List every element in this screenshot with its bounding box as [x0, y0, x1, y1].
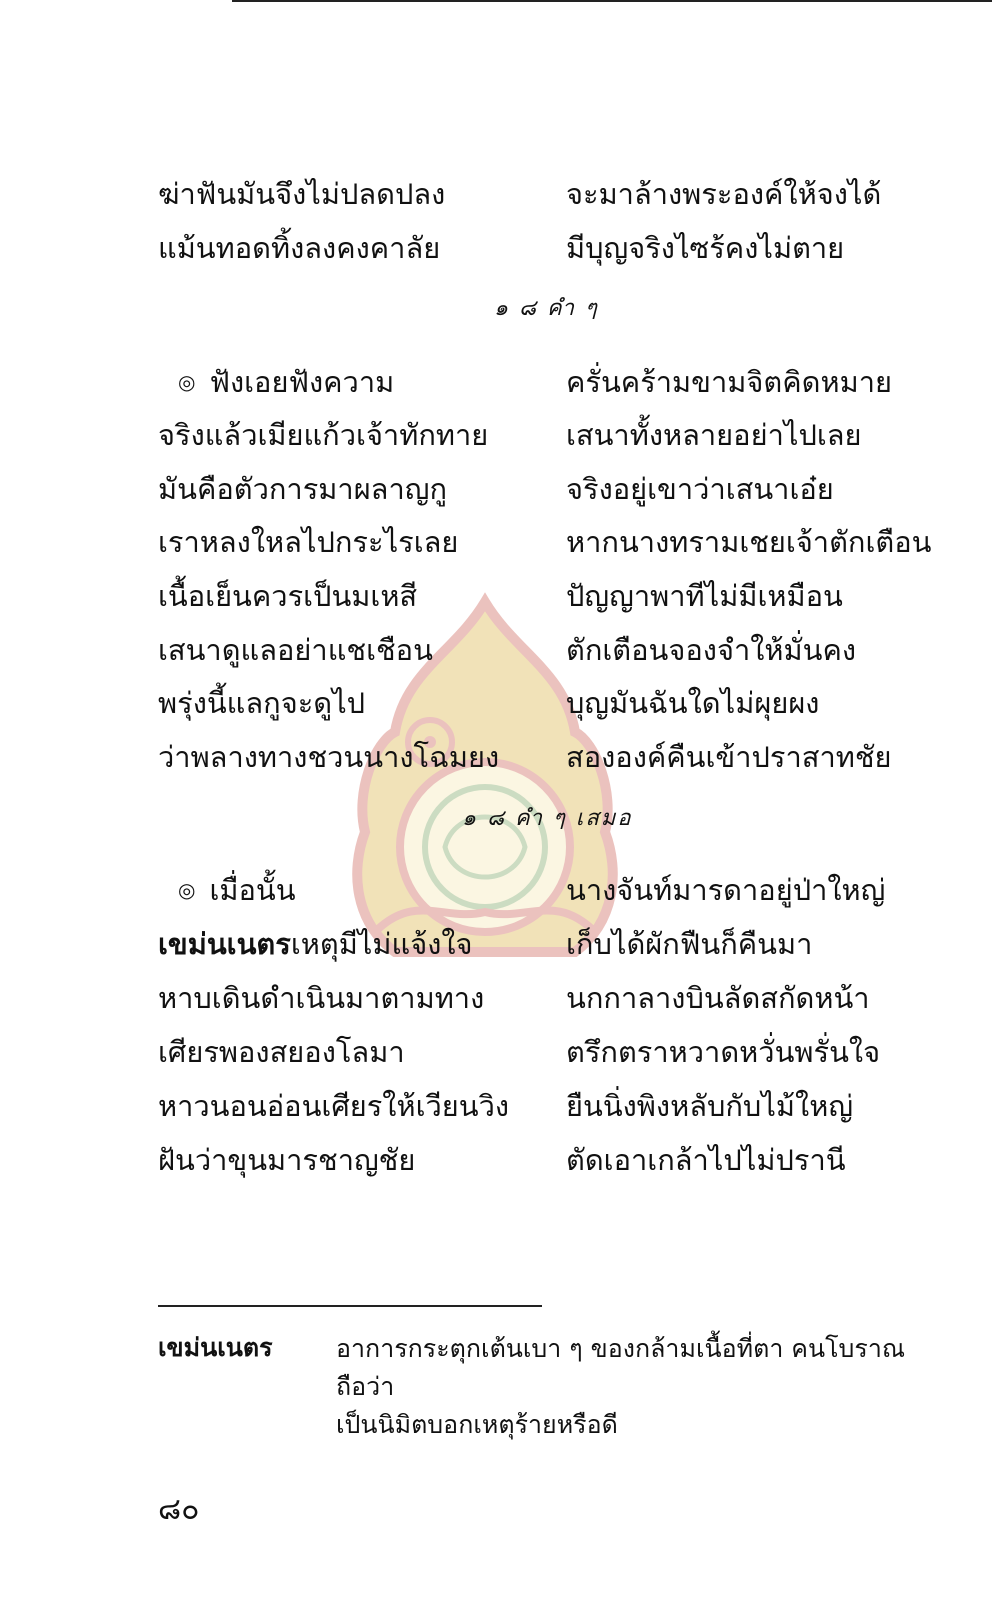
verse-line: ตักเตือนจองจำให้มั่นคง	[566, 633, 856, 667]
verse-text: ฟังเอยฟังความ	[209, 365, 395, 399]
verse-line: จริงแล้วเมียแก้วเจ้าทักทาย	[158, 418, 489, 452]
verse-line: หาวนอนอ่อนเศียรให้เวียนวิง	[158, 1089, 510, 1123]
verse-line: แม้นทอดทิ้งลงคงคาลัย	[158, 231, 441, 265]
verse-line: บุญมันฉันใดไม่ผุยผง	[566, 686, 820, 720]
verse-line: นางจันท์มารดาอยู่ป่าใหญ่	[566, 873, 886, 907]
verse-line: เศียรพองสยองโลมา	[158, 1035, 405, 1069]
verse-line: พรุ่งนี้แลกูจะดูไป	[158, 686, 366, 720]
verse-line: จริงอยู่เขาว่าเสนาเอ๋ย	[566, 472, 834, 506]
top-rule	[232, 0, 992, 2]
verse-line: ตรึกตราหวาดหวั่นพรั่นใจ	[566, 1035, 881, 1069]
verse-line: เสนาทั้งหลายอย่าไปเลย	[566, 418, 862, 452]
verse-line: ตัดเอาเกล้าไปไม่ปรานี	[566, 1143, 846, 1177]
verse-line: หากนางทรามเชยเจ้าตักเตือน	[566, 525, 932, 559]
page-number: ๘๐	[158, 1492, 200, 1527]
verse-line: เนื้อเย็นควรเป็นมเหสี	[158, 579, 418, 613]
footnote-definition-line: เป็นนิมิตบอกเหตุร้ายหรือดี	[336, 1410, 618, 1439]
verse-line: หาบเดินดำเนินมาตามทาง	[158, 981, 485, 1015]
footnote-definition-line: อาการกระตุกเต้นเบา ๆ ของกล้ามเนื้อที่ตา คนโบราณถือว่า	[336, 1334, 906, 1401]
verse-line: จะมาล้างพระองค์ให้จงได้	[566, 177, 882, 211]
verse-line: ครั่นคร้ามขามจิตคิดหมาย	[566, 365, 892, 399]
verse-line: เก็บได้ผักฟืนก็คืนมา	[566, 927, 813, 961]
verse-line: ปัญญาพาทีไม่มีเหมือน	[566, 579, 843, 613]
verse-line: มีบุญจริงไซร้คงไม่ตาย	[566, 231, 845, 265]
verse-line: เสนาดูแลอย่าแชเชือน	[158, 633, 433, 667]
verse-line: เราหลงใหลไปกระไรเลย	[158, 525, 459, 559]
verse-text: เมื่อนั้น	[209, 873, 296, 907]
footnote-rule	[158, 1305, 542, 1307]
verse-line: นกกาลางบินลัดสกัดหน้า	[566, 981, 870, 1015]
verse-line: มันคือตัวการมาผลาญกู	[158, 472, 448, 506]
footnote-term: เขม่นเนตร	[158, 1333, 273, 1362]
verse-line: ฝันว่าขุนมารชาญชัย	[158, 1143, 416, 1177]
verse-line: ยืนนิ่งพิงหลับกับไม้ใหญ่	[566, 1089, 854, 1123]
meter-marker: ๑ ๘ คำ ๆ เสมอ	[462, 806, 633, 831]
verse-line	[178, 362, 394, 402]
meter-marker: ๑ ๘ คำ ๆ	[494, 296, 599, 321]
verse-line	[178, 870, 296, 910]
verse-line: ว่าพลางทางชวนนางโฉมยง	[158, 740, 500, 774]
stanza-symbol-icon: ◎	[178, 878, 196, 902]
verse-line	[158, 924, 473, 964]
verse-text: เหตุมีไม่แจ้งใจ	[290, 927, 473, 961]
footnote-definition	[336, 1330, 956, 1444]
verse-line: สององค์คืนเข้าปราสาทชัย	[566, 740, 892, 774]
glossed-term: เขม่นเนตร	[158, 927, 291, 961]
stanza-symbol-icon: ◎	[178, 370, 196, 394]
verse-line: ฆ่าฟันมันจึงไม่ปลดปลง	[158, 177, 446, 211]
